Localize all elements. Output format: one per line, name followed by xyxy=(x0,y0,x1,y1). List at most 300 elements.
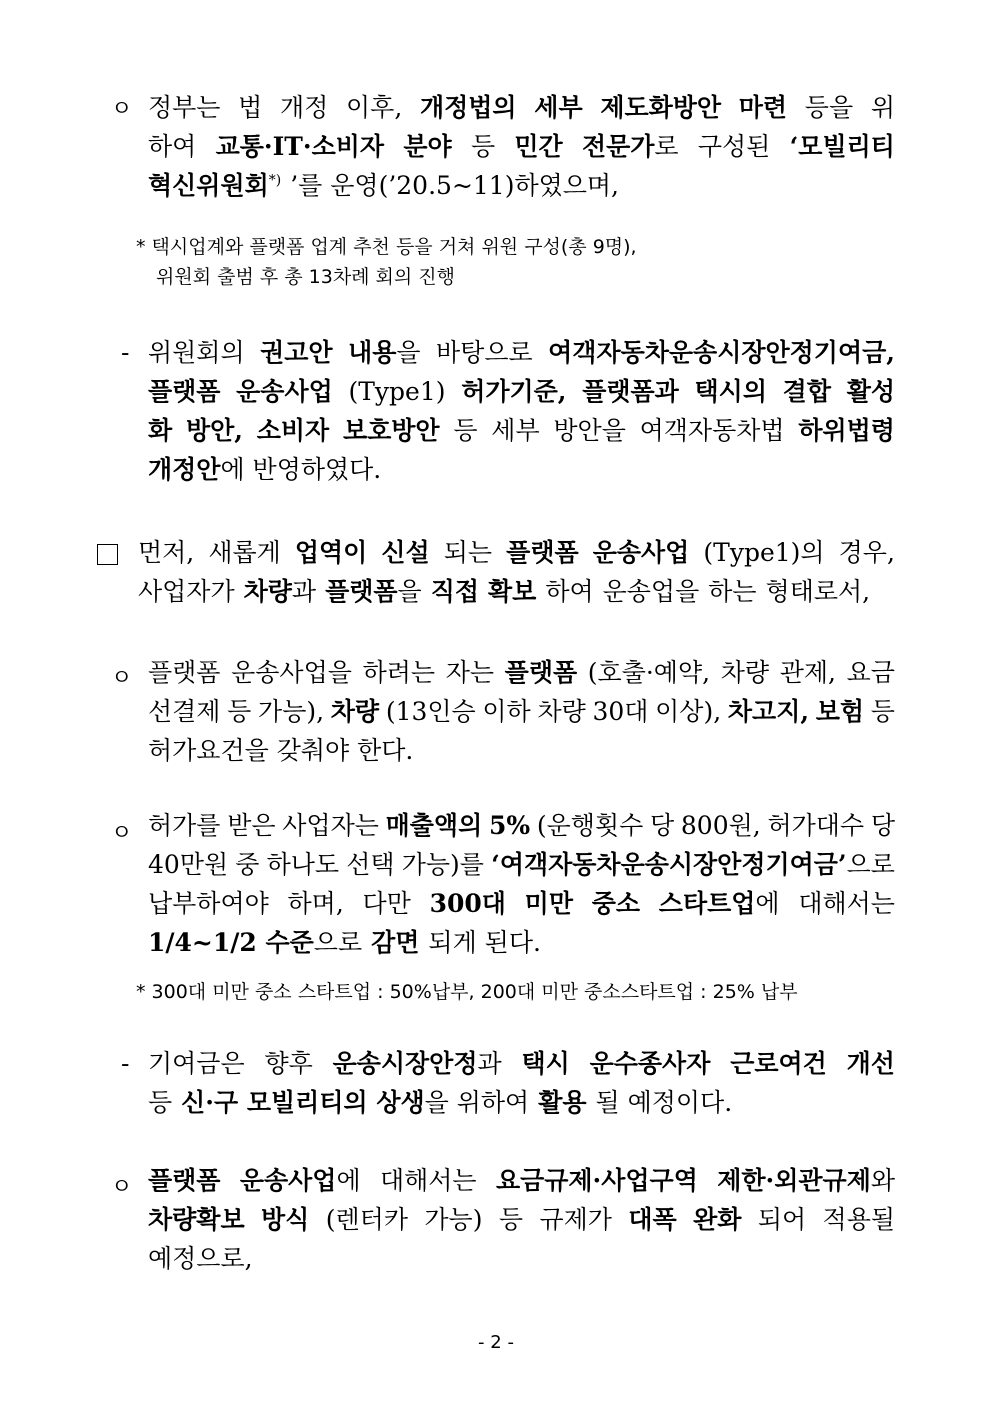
word xyxy=(208,533,280,572)
word xyxy=(238,88,262,127)
text-line xyxy=(148,1044,895,1083)
text: 800원, xyxy=(680,811,761,840)
word xyxy=(693,1200,741,1239)
word xyxy=(267,845,339,884)
word xyxy=(514,127,562,166)
text: 에 xyxy=(336,1166,361,1195)
word xyxy=(288,884,344,923)
word xyxy=(525,884,573,923)
text: 40만원 xyxy=(148,850,229,879)
word xyxy=(264,1044,312,1083)
text: 와 xyxy=(870,1166,895,1195)
word xyxy=(148,1161,220,1200)
bold-text: 활성 xyxy=(846,377,895,406)
text: 과 xyxy=(477,1049,502,1078)
word xyxy=(593,533,690,572)
bold-text: 세부 xyxy=(534,93,583,122)
word xyxy=(592,884,640,923)
word xyxy=(148,411,172,450)
word xyxy=(499,1200,523,1239)
text: 하며, xyxy=(287,889,344,918)
text: 구성된 xyxy=(697,132,771,161)
word xyxy=(681,806,761,845)
word xyxy=(703,533,824,572)
word xyxy=(148,166,281,205)
bold-text: 개정법의 xyxy=(419,93,517,122)
word xyxy=(138,533,194,572)
word xyxy=(148,372,220,411)
word xyxy=(798,884,895,923)
paragraph-3 xyxy=(138,533,895,611)
word xyxy=(148,1200,245,1239)
word xyxy=(148,1239,253,1278)
bold-text: 택시 xyxy=(521,1049,570,1078)
word xyxy=(280,88,328,127)
word xyxy=(380,1161,477,1200)
bold-text: 확보 xyxy=(488,577,537,606)
word xyxy=(847,372,895,411)
word xyxy=(348,372,445,411)
bold-text: 매출액의 xyxy=(385,811,483,840)
word xyxy=(148,1044,245,1083)
word xyxy=(506,533,578,572)
text: 하여 xyxy=(148,132,197,161)
bullet-circle: ㅇ xyxy=(111,97,133,122)
word xyxy=(402,845,484,884)
text: 운송업을 xyxy=(602,577,700,606)
text: 관제, xyxy=(779,658,836,687)
word xyxy=(403,127,451,166)
word xyxy=(766,572,871,611)
word xyxy=(148,450,381,489)
word xyxy=(181,1083,529,1122)
bold-text: 완화 xyxy=(693,1205,742,1234)
text: 되는 xyxy=(443,538,493,567)
text: 여객자동차법 xyxy=(639,416,785,445)
text-line xyxy=(148,923,895,962)
bold-text: 운송시장안정 xyxy=(332,1049,478,1078)
text: 규제가 xyxy=(539,1205,612,1234)
word xyxy=(430,884,506,923)
bold-text: 허가기준, xyxy=(461,377,567,406)
text-line xyxy=(148,166,895,205)
bold-text: 대폭 xyxy=(628,1205,677,1234)
text: 을 위하여 xyxy=(424,1088,530,1117)
text: 하는 xyxy=(708,577,757,606)
word xyxy=(823,1200,895,1239)
text: 자는 xyxy=(445,658,494,687)
text: 하려는 xyxy=(362,658,436,687)
word xyxy=(282,806,379,845)
word xyxy=(521,1044,569,1083)
word xyxy=(871,692,895,731)
text: 등 xyxy=(498,1205,524,1234)
text: 가능)를 xyxy=(401,850,484,879)
word xyxy=(148,923,362,962)
word xyxy=(453,411,477,450)
text-line xyxy=(148,127,895,166)
text: 가능), xyxy=(258,697,325,726)
word xyxy=(260,333,332,372)
word xyxy=(326,1200,408,1239)
text: 예정으로, xyxy=(148,1244,253,1273)
word xyxy=(695,372,767,411)
text: 등 xyxy=(870,697,895,726)
bold-text: 내용 xyxy=(348,338,397,367)
word xyxy=(534,88,582,127)
word xyxy=(847,1044,895,1083)
bold-text: 플랫폼 xyxy=(504,658,578,687)
text: 을 xyxy=(397,577,422,606)
text: 과 xyxy=(291,577,317,606)
word xyxy=(698,127,770,166)
text-line xyxy=(148,884,895,923)
word xyxy=(538,1083,586,1122)
text: 30대 xyxy=(592,697,649,726)
bold-text: 플랫폼 xyxy=(148,1166,221,1195)
bold-text: 하위법령 xyxy=(798,416,895,445)
bold-text: 활용 xyxy=(538,1088,587,1117)
bold-text: 운송사업 xyxy=(239,1166,337,1195)
bold-text: 중소 xyxy=(591,889,641,918)
word xyxy=(650,806,674,845)
text: (호출·예약, xyxy=(587,658,711,687)
word xyxy=(424,1200,482,1239)
text: 되게 된다. xyxy=(428,928,541,957)
word xyxy=(244,572,316,611)
text: (Type1) xyxy=(348,377,446,406)
word xyxy=(461,372,566,411)
word xyxy=(363,884,411,923)
text-line xyxy=(148,1200,895,1239)
word xyxy=(596,1083,733,1122)
text-line xyxy=(138,533,895,572)
text-line xyxy=(148,1161,895,1200)
paragraph-2 xyxy=(148,333,895,489)
word xyxy=(148,731,413,770)
bold-text: 미만 xyxy=(524,889,573,918)
word xyxy=(496,1161,698,1200)
word xyxy=(780,653,836,692)
bold-text: 혁신위원회 xyxy=(148,171,269,200)
text: 사업자는 xyxy=(282,811,379,840)
word xyxy=(148,806,220,845)
word xyxy=(227,692,251,731)
bold-text: 감면 xyxy=(371,928,420,957)
text: 이후, xyxy=(346,93,403,122)
paragraph-5 xyxy=(148,806,895,962)
word xyxy=(333,1044,502,1083)
word xyxy=(471,127,495,166)
text: 중 xyxy=(235,850,260,879)
word xyxy=(537,692,585,731)
text-line xyxy=(148,450,895,489)
word xyxy=(148,127,196,166)
bold-text: 스타트업 xyxy=(658,889,756,918)
word xyxy=(505,653,577,692)
word xyxy=(148,1083,172,1122)
page-number: - 2 - xyxy=(478,1332,514,1353)
bold-text: 플랫폼 xyxy=(506,538,579,567)
bold-text: 운송사업 xyxy=(592,538,690,567)
word xyxy=(488,572,536,611)
text: 정부는 xyxy=(148,93,221,122)
text: 가능) xyxy=(424,1205,483,1234)
word xyxy=(491,411,539,450)
bullet-circle: ㅇ xyxy=(111,821,133,846)
word xyxy=(428,923,541,962)
word xyxy=(346,845,394,884)
paragraph-1 xyxy=(148,88,895,205)
word xyxy=(343,411,440,450)
word xyxy=(381,533,429,572)
text: 되어 xyxy=(757,1205,807,1234)
word xyxy=(420,88,517,127)
bold-text: 근로여건 xyxy=(730,1049,827,1078)
text: 등 xyxy=(470,132,496,161)
word xyxy=(148,653,220,692)
text-line xyxy=(148,411,895,450)
bold-text: 개정안 xyxy=(148,455,221,484)
word xyxy=(721,653,769,692)
text: 경우, xyxy=(838,538,895,567)
bold-text: 직접 xyxy=(430,577,479,606)
text-line xyxy=(148,333,895,372)
word xyxy=(216,127,384,166)
word xyxy=(847,653,895,692)
bullet-circle: ㅇ xyxy=(111,1175,133,1200)
text: 선택 xyxy=(346,850,395,879)
word xyxy=(871,88,895,127)
text: 대해서는 xyxy=(379,1166,477,1195)
checkbox-square-icon xyxy=(97,544,118,565)
text: 납부하여야 xyxy=(148,889,269,918)
text: 허가를 xyxy=(148,811,221,840)
word xyxy=(235,845,259,884)
text: 방안을 xyxy=(553,416,626,445)
text: 하여 xyxy=(545,577,594,606)
text: 적용될 xyxy=(822,1205,895,1234)
word xyxy=(588,653,710,692)
word xyxy=(348,333,420,372)
word xyxy=(236,372,333,411)
bold-text: 결합 xyxy=(782,377,831,406)
word xyxy=(717,1161,895,1200)
text-line xyxy=(148,653,895,692)
bold-text: 소비자 xyxy=(256,416,330,445)
word xyxy=(553,411,625,450)
bold-text: 차량확보 xyxy=(148,1205,245,1234)
word xyxy=(537,806,643,845)
text: 대해서는 xyxy=(798,889,895,918)
word xyxy=(148,333,245,372)
word xyxy=(600,88,721,127)
bold-text: 택시의 xyxy=(694,377,767,406)
word xyxy=(582,372,679,411)
text: 등을 xyxy=(804,93,854,122)
text: (13인승 xyxy=(385,697,476,726)
word xyxy=(839,533,895,572)
word xyxy=(371,923,419,962)
text: (렌터카 xyxy=(325,1205,408,1234)
bold-text: 민간 xyxy=(514,132,563,161)
text-line xyxy=(148,845,895,884)
word xyxy=(871,806,895,845)
word xyxy=(798,411,895,450)
bold-text: 여객자동차운송시장안정기여금, xyxy=(548,338,895,367)
paragraph-7 xyxy=(148,1161,895,1278)
text: 먼저, xyxy=(138,538,195,567)
text: (Type1)의 xyxy=(703,538,825,567)
bold-text: 전문가 xyxy=(581,132,655,161)
bold-text: 차량 xyxy=(330,697,380,726)
word xyxy=(148,88,220,127)
text: 될 예정이다. xyxy=(595,1088,733,1117)
text: 세부 xyxy=(491,416,540,445)
bold-text: ‘여객자동차운송시장안정기여금’ xyxy=(491,850,847,879)
bullet-dash: - xyxy=(121,338,130,367)
text: 으로 xyxy=(846,850,895,879)
text-line xyxy=(148,731,895,770)
text: 형태로서, xyxy=(765,577,871,606)
bold-text: 권고안 xyxy=(260,338,333,367)
footnote-2: * 300대 미만 중소 스타트업 : 50%납부, 200대 미만 중소스타트업 : 25% 납부 xyxy=(136,981,798,1003)
text: 하나도 xyxy=(266,850,340,879)
bold-text: ‘모빌리티 xyxy=(789,132,895,161)
text: 차량 xyxy=(537,697,586,726)
text-line xyxy=(148,806,895,845)
bold-text: 교통·IT·소비자 xyxy=(215,132,385,161)
word xyxy=(582,127,679,166)
word xyxy=(386,692,476,731)
text: 을 xyxy=(396,338,421,367)
text: 에 반영하였다. xyxy=(220,455,382,484)
bold-text: 차량 xyxy=(243,577,292,606)
bold-text: 운수종사자 xyxy=(589,1049,711,1078)
text: (운행횟수 xyxy=(536,811,644,840)
text: 새롭게 xyxy=(208,538,281,567)
bold-text: 마련 xyxy=(738,93,788,122)
text: 으로 xyxy=(313,928,363,957)
text: 기여금은 xyxy=(148,1049,245,1078)
word xyxy=(295,533,367,572)
text: 다만 xyxy=(362,889,411,918)
word xyxy=(258,692,324,731)
text: ’를 운영(’20.5~11)하였으며, xyxy=(290,171,620,200)
text: 플랫폼 xyxy=(148,658,221,687)
text: 선결제 xyxy=(148,697,221,726)
text: 개정 xyxy=(280,93,329,122)
text: 바탕으로 xyxy=(436,338,533,367)
text-line xyxy=(138,572,895,611)
word xyxy=(640,411,785,450)
bold-text: 신설 xyxy=(381,538,430,567)
text: 당 xyxy=(650,811,675,840)
word xyxy=(346,88,402,127)
text: 받은 xyxy=(227,811,276,840)
bold-text: 300대 xyxy=(429,889,506,918)
bold-text: 방안, xyxy=(185,416,243,445)
word xyxy=(386,806,483,845)
text: 위 xyxy=(870,93,895,122)
word xyxy=(257,411,329,450)
word xyxy=(482,692,530,731)
word xyxy=(331,692,379,731)
bold-text: 화 xyxy=(148,416,173,445)
word xyxy=(805,88,853,127)
word xyxy=(148,692,220,731)
word xyxy=(431,572,479,611)
bold-text: 요금규제·사업구역 xyxy=(495,1166,698,1195)
word xyxy=(436,333,533,372)
text: *) xyxy=(268,172,282,189)
paragraph-6 xyxy=(148,1044,895,1122)
text: 위원회의 xyxy=(148,338,245,367)
bold-text: 보험 xyxy=(815,697,865,726)
text: 등 xyxy=(227,697,252,726)
word xyxy=(758,1200,806,1239)
word xyxy=(231,653,352,692)
word xyxy=(489,806,530,845)
bold-text: 5% xyxy=(488,811,531,840)
text-line xyxy=(148,372,895,411)
text: 차량 xyxy=(720,658,770,687)
bold-text: 보호방안 xyxy=(342,416,440,445)
text-line xyxy=(148,1083,895,1122)
text-line xyxy=(148,88,895,127)
text: 허가대수 xyxy=(767,811,865,840)
word xyxy=(659,884,780,923)
text: 운송사업을 xyxy=(231,658,352,687)
text: 에 xyxy=(755,889,780,918)
bold-text: 분야 xyxy=(403,132,452,161)
word xyxy=(539,1200,611,1239)
text: 당 xyxy=(870,811,895,840)
word xyxy=(628,1200,676,1239)
bullet-circle: ㅇ xyxy=(111,666,133,691)
word xyxy=(148,884,269,923)
word xyxy=(655,692,721,731)
footnote-1-line-1: * 택시업계와 플랫폼 업계 추천 등을 거쳐 위원 구성(총 9명), xyxy=(136,236,637,258)
word xyxy=(446,653,494,692)
text: 허가요건을 갖춰야 한다. xyxy=(148,736,414,765)
word xyxy=(545,572,593,611)
word xyxy=(240,1161,361,1200)
word xyxy=(491,845,895,884)
bold-text: 플랫폼 xyxy=(148,377,221,406)
word xyxy=(325,572,422,611)
word xyxy=(730,1044,827,1083)
word xyxy=(148,845,228,884)
bold-text: 방식 xyxy=(261,1205,310,1234)
word xyxy=(783,372,831,411)
word xyxy=(790,127,895,166)
word xyxy=(444,533,492,572)
footnote-1-line-2: 위원회 출범 후 총 13차례 회의 진행 xyxy=(156,266,456,288)
bold-text: 신·구 모빌리티의 상생 xyxy=(181,1088,425,1117)
bold-text: 플랫폼과 xyxy=(582,377,679,406)
text-line xyxy=(148,692,895,731)
bold-text: 제도화방안 xyxy=(600,93,722,122)
word xyxy=(261,1200,309,1239)
bold-text: 제한·외관규제 xyxy=(717,1166,871,1195)
word xyxy=(603,572,700,611)
word xyxy=(186,411,243,450)
word xyxy=(590,1044,711,1083)
word xyxy=(816,692,864,731)
text: 사업자가 xyxy=(138,577,235,606)
bullet-dash: - xyxy=(121,1049,130,1078)
